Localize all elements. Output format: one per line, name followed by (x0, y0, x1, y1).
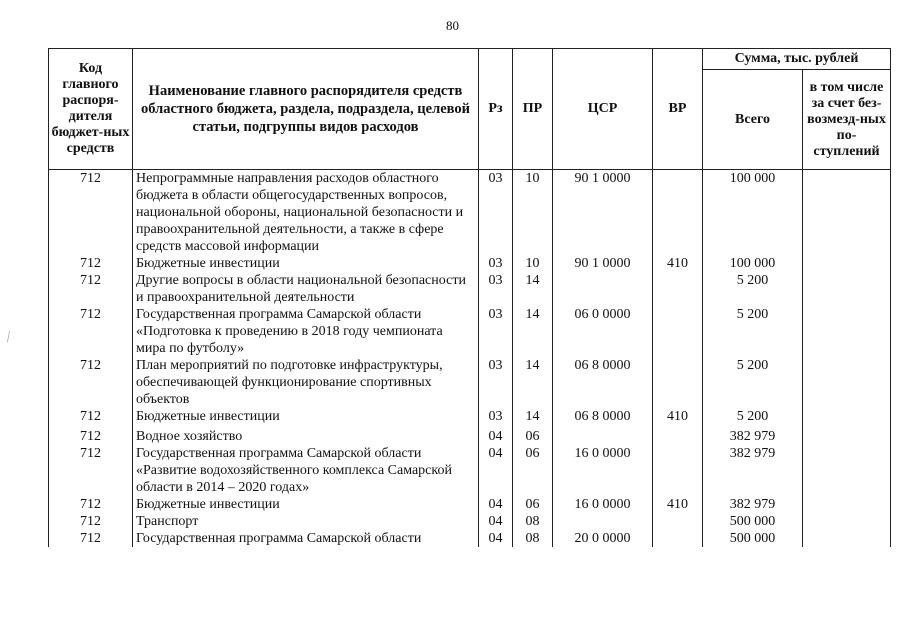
header-code: Код главного распоря-дителя бюджет-ных средств (49, 49, 133, 170)
header-rz: Рз (479, 49, 513, 170)
cell-grants (803, 408, 891, 425)
cell-code: 712 (49, 357, 133, 408)
table-row (49, 255, 891, 272)
cell-code: 712 (49, 496, 133, 513)
table-row (49, 408, 891, 425)
cell-total: 5 200 (703, 357, 803, 408)
cell-code: 712 (49, 255, 133, 272)
cell-pr: 14 (513, 306, 553, 357)
margin-pen-mark: ⁄ (4, 330, 14, 345)
cell-csr (553, 272, 653, 306)
cell-pr: 10 (513, 170, 553, 256)
cell-pr: 14 (513, 408, 553, 425)
cell-pr: 06 (513, 425, 553, 445)
cell-name: Государственная программа Самарской области (133, 530, 479, 547)
cell-total: 5 200 (703, 272, 803, 306)
cell-name: Бюджетные инвестиции (133, 496, 479, 513)
cell-csr: 90 1 0000 (553, 170, 653, 256)
cell-pr: 06 (513, 496, 553, 513)
cell-total: 5 200 (703, 408, 803, 425)
cell-vr: 410 (653, 496, 703, 513)
cell-grants (803, 445, 891, 496)
table-row (49, 445, 891, 496)
cell-grants (803, 496, 891, 513)
cell-name: Бюджетные инвестиции (133, 408, 479, 425)
cell-code: 712 (49, 272, 133, 306)
header-csr: ЦСР (553, 49, 653, 170)
cell-rz: 03 (479, 255, 513, 272)
cell-grants (803, 530, 891, 547)
cell-csr: 16 0 0000 (553, 445, 653, 496)
cell-name: Другие вопросы в области национальной безопасности и правоохранительной деятельности (133, 272, 479, 306)
cell-total: 5 200 (703, 306, 803, 357)
table-row (49, 357, 891, 408)
cell-name: План мероприятий по подготовке инфраструктуры, обеспечивающей функционирование спортивных объектов (133, 357, 479, 408)
cell-vr (653, 445, 703, 496)
cell-rz: 04 (479, 530, 513, 547)
cell-rz: 04 (479, 445, 513, 496)
cell-code: 712 (49, 445, 133, 496)
table-row (49, 530, 891, 547)
cell-csr: 06 8 0000 (553, 357, 653, 408)
table-row (49, 272, 891, 306)
cell-csr: 20 0 0000 (553, 530, 653, 547)
cell-pr: 08 (513, 530, 553, 547)
table-body (49, 170, 891, 548)
cell-rz: 03 (479, 272, 513, 306)
table-row (49, 513, 891, 530)
cell-rz: 03 (479, 306, 513, 357)
cell-csr: 06 0 0000 (553, 306, 653, 357)
cell-rz: 04 (479, 496, 513, 513)
cell-pr: 14 (513, 272, 553, 306)
cell-csr: 90 1 0000 (553, 255, 653, 272)
table-row (49, 306, 891, 357)
cell-vr (653, 357, 703, 408)
cell-code: 712 (49, 425, 133, 445)
cell-rz: 03 (479, 408, 513, 425)
cell-total: 382 979 (703, 496, 803, 513)
cell-name: Водное хозяйство (133, 425, 479, 445)
cell-csr: 06 8 0000 (553, 408, 653, 425)
page-number: 80 (446, 18, 459, 33)
cell-rz: 03 (479, 170, 513, 256)
header-sum-group: Сумма, тыс. рублей (703, 49, 891, 70)
cell-total: 382 979 (703, 445, 803, 496)
cell-name: Бюджетные инвестиции (133, 255, 479, 272)
cell-vr (653, 530, 703, 547)
cell-vr (653, 272, 703, 306)
cell-vr (653, 513, 703, 530)
table-row (49, 496, 891, 513)
cell-name: Непрограммные направления расходов областного бюджета в области общегосударственных вопросов, национальной обороны, национальной безопасности и правоохранительной деятельности, а также в сфере средств массовой информации (133, 170, 479, 256)
cell-grants (803, 357, 891, 408)
header-grants: в том числе за счет без-возмезд-ных по-ступлений (803, 70, 891, 170)
cell-code: 712 (49, 408, 133, 425)
cell-rz: 04 (479, 513, 513, 530)
cell-total: 500 000 (703, 530, 803, 547)
header-total: Всего (703, 70, 803, 170)
cell-vr (653, 425, 703, 445)
cell-grants (803, 255, 891, 272)
cell-csr (553, 425, 653, 445)
cell-vr (653, 170, 703, 256)
cell-code: 712 (49, 513, 133, 530)
header-pr: ПР (513, 49, 553, 170)
cell-rz: 03 (479, 357, 513, 408)
cell-code: 712 (49, 306, 133, 357)
cell-pr: 10 (513, 255, 553, 272)
cell-total: 382 979 (703, 425, 803, 445)
cell-pr: 08 (513, 513, 553, 530)
cell-name: Транспорт (133, 513, 479, 530)
cell-total: 100 000 (703, 255, 803, 272)
header-name: Наименование главного распорядителя средств областного бюджета, раздела, подраздела, целевой статьи, подгруппы видов расходов (133, 49, 479, 170)
cell-name: Государственная программа Самарской области «Развитие водохозяйственного комплекса Самарской области в 2014 – 2020 годах» (133, 445, 479, 496)
cell-rz: 04 (479, 425, 513, 445)
cell-vr: 410 (653, 255, 703, 272)
cell-grants (803, 306, 891, 357)
table-header (49, 49, 891, 170)
table-row (49, 425, 891, 445)
cell-vr (653, 306, 703, 357)
cell-grants (803, 425, 891, 445)
cell-code: 712 (49, 170, 133, 256)
table-row (49, 170, 891, 256)
cell-pr: 14 (513, 357, 553, 408)
budget-table (48, 48, 891, 547)
cell-grants (803, 272, 891, 306)
cell-pr: 06 (513, 445, 553, 496)
cell-total: 500 000 (703, 513, 803, 530)
cell-grants (803, 513, 891, 530)
header-vr: ВР (653, 49, 703, 170)
cell-csr (553, 513, 653, 530)
cell-csr: 16 0 0000 (553, 496, 653, 513)
cell-name: Государственная программа Самарской области «Подготовка к проведению в 2018 году чемпионата мира по футболу» (133, 306, 479, 357)
cell-vr: 410 (653, 408, 703, 425)
cell-grants (803, 170, 891, 256)
cell-total: 100 000 (703, 170, 803, 256)
cell-code: 712 (49, 530, 133, 547)
